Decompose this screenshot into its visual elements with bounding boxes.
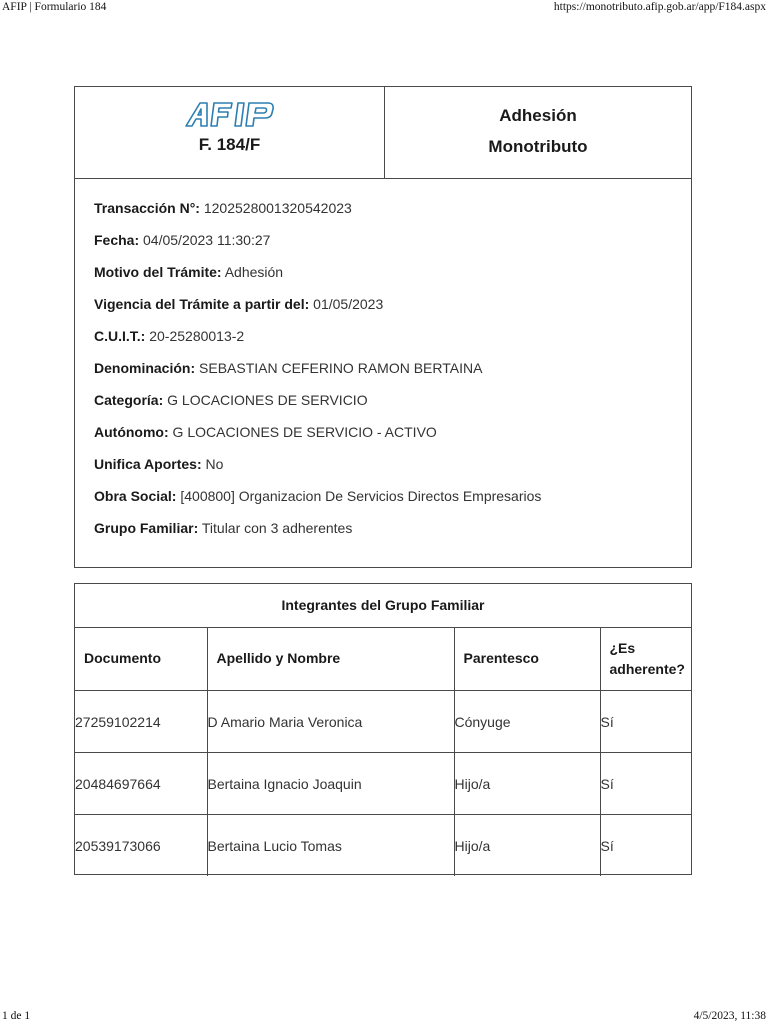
field-label: Motivo del Trámite: <box>94 264 222 280</box>
cell-parentesco: Cónyuge <box>454 691 600 753</box>
print-timestamp: 4/5/2023, 11:38 <box>693 1010 766 1022</box>
field-vigencia <box>94 294 684 326</box>
cell-parentesco: Hijo/a <box>454 753 600 815</box>
field-denominacion <box>94 358 684 390</box>
field-label: Autónomo: <box>94 424 169 440</box>
cell-documento: 20484697664 <box>75 753 207 815</box>
afip-logo <box>184 100 276 128</box>
cell-adherente: Sí <box>600 691 691 753</box>
field-value: 04/05/2023 11:30:27 <box>143 232 271 248</box>
cell-adherente: Sí <box>600 753 691 815</box>
cell-nombre: Bertaina Ignacio Joaquin <box>207 753 454 815</box>
cell-documento: 20539173066 <box>75 815 207 877</box>
col-header-documento: Documento <box>75 627 207 691</box>
field-label: C.U.I.T.: <box>94 328 146 344</box>
cell-nombre: Bertaina Lucio Tomas <box>207 815 454 877</box>
cell-documento: 27259102214 <box>75 691 207 753</box>
field-value: G LOCACIONES DE SERVICIO - ACTIVO <box>172 424 437 440</box>
field-fecha <box>94 230 684 262</box>
family-table <box>75 627 691 876</box>
field-motivo <box>94 262 684 294</box>
field-unifica-aportes <box>94 454 684 486</box>
field-transaccion <box>94 198 684 230</box>
field-value: 01/05/2023 <box>313 296 384 312</box>
field-value: SEBASTIAN CEFERINO RAMON BERTAINA <box>199 360 483 376</box>
field-value: 1202528001320542023 <box>203 200 352 216</box>
cell-adherente: Sí <box>600 815 691 877</box>
form-fields <box>94 198 684 550</box>
table-header-row <box>75 627 691 691</box>
field-cuit <box>94 326 684 358</box>
table-row <box>75 753 691 815</box>
field-label: Fecha: <box>94 232 140 248</box>
field-value: G LOCACIONES DE SERVICIO <box>167 392 368 408</box>
cell-parentesco: Hijo/a <box>454 815 600 877</box>
field-value: 20-25280013-2 <box>149 328 245 344</box>
print-header-url: https://monotributo.afip.gob.ar/app/F184.aspx <box>553 1 766 13</box>
field-label: Unifica Aportes: <box>94 456 202 472</box>
form-title-line1: Adhesión <box>499 106 577 125</box>
form-header-left <box>75 87 385 178</box>
field-value: [400800] Organizacion De Servicios Directos Empresarios <box>180 488 542 504</box>
form-header-right <box>385 87 691 178</box>
form-header <box>75 87 691 179</box>
page-count: 1 de 1 <box>2 1010 31 1022</box>
field-obra-social <box>94 486 684 518</box>
form-code: F. 184/F <box>198 135 261 154</box>
field-value: No <box>205 456 224 472</box>
field-label: Categoría: <box>94 392 164 408</box>
field-value: Titular con 3 adherentes <box>201 520 353 536</box>
field-label: Obra Social: <box>94 488 177 504</box>
field-value: Adhesión <box>224 264 284 280</box>
cell-nombre: D Amario Maria Veronica <box>207 691 454 753</box>
field-autonomo <box>94 422 684 454</box>
field-grupo-familiar <box>94 518 684 550</box>
col-header-nombre: Apellido y Nombre <box>207 627 454 691</box>
family-table-title: Integrantes del Grupo Familiar <box>75 584 691 628</box>
col-header-adherente: ¿Es adherente? <box>600 627 691 691</box>
form-card <box>74 86 692 568</box>
print-footer <box>0 1009 768 1025</box>
field-label: Grupo Familiar: <box>94 520 199 536</box>
col-header-parentesco: Parentesco <box>454 627 600 691</box>
table-row <box>75 815 691 877</box>
print-header <box>0 0 768 16</box>
field-label: Vigencia del Trámite a partir del: <box>94 296 310 312</box>
field-label: Denominación: <box>94 360 196 376</box>
print-header-title: AFIP | Formulario 184 <box>2 1 107 13</box>
family-card <box>74 583 692 875</box>
table-row <box>75 691 691 753</box>
field-categoria <box>94 390 684 422</box>
form-title-line2: Monotributo <box>488 137 588 156</box>
field-label: Transacción N°: <box>94 200 200 216</box>
